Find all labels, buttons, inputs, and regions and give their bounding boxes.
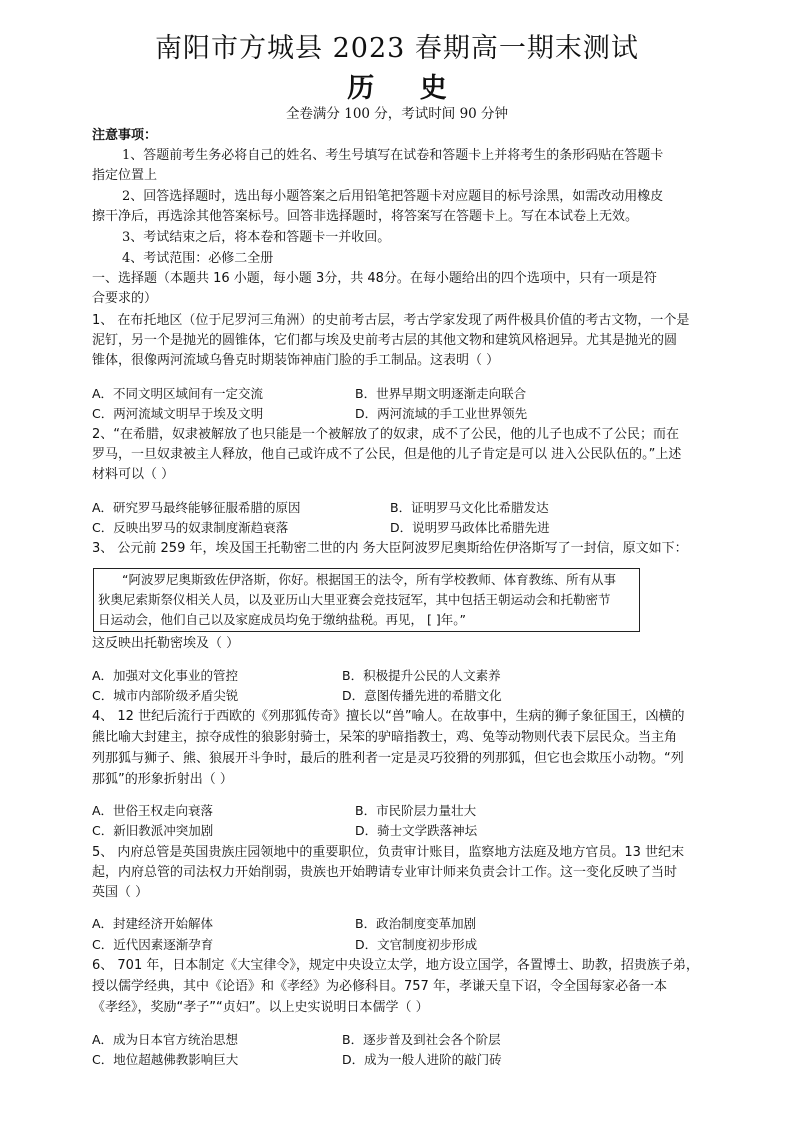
question-6-option-c[interactable]: C．地位超越佛教影响巨大 (92, 1052, 239, 1067)
question-6-option-b[interactable]: B．逐步普及到社会各个阶层 (342, 1032, 501, 1047)
question-1-text: 锥体，很像两河流域乌鲁克时期装饰神庙门脸的手工制品。这表明（ ） (92, 353, 500, 368)
quote-line: “阿波罗尼奥斯致佐伊洛斯，你好。根据国王的法令，所有学校教师、体育教练、所有从事 (122, 572, 616, 587)
question-4-option-b[interactable]: B．市民阶层力量壮大 (355, 803, 477, 818)
quote-line: 狄奥尼索斯祭仪相关人员，以及亚历山大里亚赛会竞技冠军，其中包括王朝运动会和托勒密节 (98, 592, 611, 607)
question-5-option-d[interactable]: D．文官制度初步形成 (355, 937, 478, 952)
question-4-text: 列那狐与狮子、熊、狼展开斗争时，最后的胜利者一定是灵巧狡猾的列那狐，但它也会欺压小动物。“列 (92, 751, 684, 766)
question-4-text: 那狐”的形象折射出（ ） (92, 772, 233, 787)
question-1-text: 泥钉，另一个是抛光的圆锥体，它们都与埃及史前考古层的其他文物和建筑风格迥异。尤其是抛光的圆 (92, 333, 678, 348)
notes-line: 2、回答选择题时，选出每小题答案之后用铅笔把答题卡对应题目的标号涂黑，如需改动用橡皮 (122, 189, 664, 204)
question-3-text: 3、 公元前 259 年，埃及国王托勒密二世的内 务大臣阿波罗尼奥斯给佐伊洛斯写了一封信，原文如下： (92, 541, 688, 556)
notes-line: 3、考试结束之后，将本卷和答题卡一并收回。 (122, 230, 391, 245)
question-6-option-d[interactable]: D．成为一般人进阶的敲门砖 (342, 1052, 502, 1067)
question-6-option-a[interactable]: A．成为日本官方统治思想 (92, 1032, 239, 1047)
question-6-text: 授以儒学经典，其中《论语》和《孝经》为必修科目。757 年，孝谦天皇下诏，令全国每家必备一本 (92, 979, 667, 994)
question-5-text: 英国（ ） (92, 885, 149, 900)
notes-line: 1、答题前考生务必将自己的姓名、考生号填写在试卷和答题卡上并将考生的条形码贴在答题卡 (122, 148, 664, 163)
notes-line: 指定位置上 (92, 168, 158, 183)
question-1-option-c[interactable]: C．两河流域文明早于埃及文明 (92, 406, 264, 421)
question-4-option-d[interactable]: D．骑士文学跌落神坛 (355, 823, 478, 838)
question-2-option-c[interactable]: C．反映出罗马的奴隶制度渐趋衰落 (92, 520, 289, 535)
question-4-text: 4、 12 世纪后流行于西欧的《列那狐传奇》擅长以“兽”喻人。在故事中，生病的狮子象征国王，凶横的 (92, 709, 685, 724)
question-2-text: 罗马，一旦奴隶被主人释放，他自己或许成不了公民，但是他的儿子肯定是可以 进入公民队伍的。”上述 (92, 447, 682, 462)
question-3-option-d[interactable]: D．意图传播先进的希腊文化 (342, 688, 502, 703)
notes-line: 擦干净后，再选涂其他答案标号。回答非选择题时，将答案写在答题卡上。写在本试卷上无效。 (92, 209, 639, 224)
question-1-option-d[interactable]: D．两河流域的手工业世界领先 (355, 406, 528, 421)
question-5-option-a[interactable]: A．封建经济开始解体 (92, 916, 214, 931)
score-info: 全卷满分 100 分，考试时间 90 分钟 (285, 106, 509, 122)
exam-title: 南阳市方城县 2023 春期高一期末测试 (155, 33, 639, 64)
question-4-text: 熊比喻大封建主，掠夺成性的狼影射骑士，呆笨的驴暗指教士，鸡、兔等动物则代表下层民众。当主角 (92, 730, 678, 745)
question-5-option-b[interactable]: B．政治制度变革加剧 (355, 916, 477, 931)
question-6-text: 6、 701 年，日本制定《大宝律令》，规定中央设立太学，地方设立国学，各置博士、助教，招贵族子弟， (92, 958, 699, 973)
question-4-option-a[interactable]: A．世俗王权走向衰落 (92, 803, 214, 818)
question-2-text: 材料可以（ ） (92, 467, 175, 482)
section-intro: 合要求的） (92, 291, 158, 306)
subject-title: 历 史 (347, 73, 447, 104)
question-1-text: 1、 在布托地区（位于尼罗河三角洲）的史前考古层，考古学家发现了两件极具价值的考古文物，一个是 (92, 313, 690, 328)
section-intro: 一、选择题（本题共 16 小题，每小题 3分，共 48分。在每小题给出的四个选项中，只有一项是符 (92, 271, 657, 286)
question-3-text: 这反映出托勒密埃及（ ） (92, 636, 240, 651)
notes-line: 4、考试范围：必修二全册 (122, 251, 274, 266)
question-3-option-a[interactable]: A．加强对文化事业的管控 (92, 668, 239, 683)
question-5-text: 5、 内府总管是英国贵族庄园领地中的重要职位，负责审计账目，监察地方法庭及地方官员。13 世纪末 (92, 845, 685, 860)
question-1-option-b[interactable]: B．世界早期文明逐渐走向联合 (355, 386, 527, 401)
quote-line: 日运动会，他们自己以及家庭成员均免于缴纳盐税。再见， [ ]年。” (98, 612, 466, 627)
question-6-text: 《孝经》，奖励“孝子”“贞妇”。以上史实说明日本儒学（ ） (92, 1000, 429, 1015)
question-3-option-c[interactable]: C．城市内部阶级矛盾尖锐 (92, 688, 239, 703)
question-2-text: 2、“在希腊，奴隶被解放了也只能是一个被解放了的奴隶，成不了公民，他的儿子也成不了公民；而在 (92, 427, 680, 442)
question-1-option-a[interactable]: A．不同文明区域间有一定交流 (92, 386, 264, 401)
question-3-option-b[interactable]: B．积极提升公民的人文素养 (342, 668, 501, 683)
notes-heading: 注意事项： (92, 128, 158, 143)
question-2-option-b[interactable]: B．证明罗马文化比希腊发达 (390, 500, 549, 515)
question-4-option-c[interactable]: C．新旧教派冲突加剧 (92, 823, 214, 838)
question-5-option-c[interactable]: C．近代因素逐渐孕育 (92, 937, 214, 952)
question-2-option-a[interactable]: A．研究罗马最终能够征服希腊的原因 (92, 500, 301, 515)
question-2-option-d[interactable]: D．说明罗马政体比希腊先进 (390, 520, 550, 535)
question-5-text: 起，内府总管的司法权力开始削弱，贵族也开始聘请专业审计师来负责会计工作。这一变化反映了当时 (92, 865, 678, 880)
